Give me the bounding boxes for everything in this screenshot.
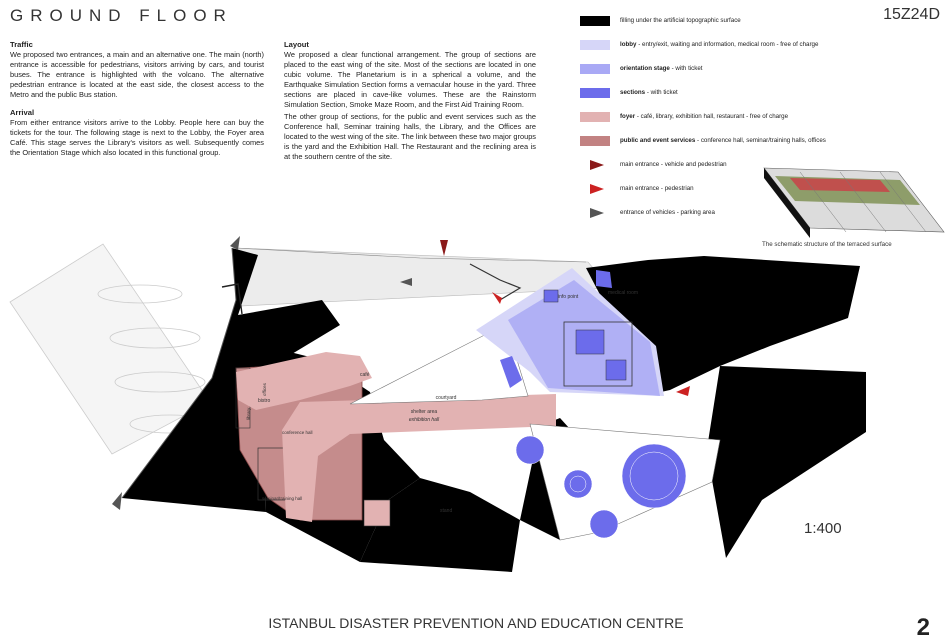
label-shelter: shelter area xyxy=(410,409,438,415)
legend-label: foyer - café, library, exhibition hall, restaurant - free of charge xyxy=(620,113,789,120)
layout-heading: Layout xyxy=(284,40,309,49)
footer-title: ISTANBUL DISASTER PREVENTION AND EDUCATION CENTRE xyxy=(268,615,684,631)
legend-label: main entrance - vehicle and pedestrian xyxy=(620,161,727,168)
legend-label: sections - with ticket xyxy=(620,89,678,96)
label-medical: medical room xyxy=(608,290,639,296)
legend-label: orientation stage - with ticket xyxy=(620,65,703,72)
legend-label: entrance of vehicles - parking area xyxy=(620,209,715,216)
label-exhibition: exhibition hall xyxy=(408,417,440,423)
label-courtyard: courtyard xyxy=(435,395,457,401)
page-number: 2 xyxy=(916,614,930,641)
main-entrance-arrow xyxy=(440,240,448,256)
traffic-body: We proposed two entrances, a main and an alternative one. The main (north) entrance is accessible for pedestrians, visitors arriving by cars, and tourist buses. The entrance is highlighted with the volcano. The alternative pedestrian entrance is located at the east side, the closest access to the Metro and the public Bus station. xyxy=(10,50,264,99)
page-title: GROUND FLOOR xyxy=(10,6,233,25)
arrival-body: From either entrance visitors arrive to the Lobby. People here can buy the tickets for the tour. The following stage is next to the Lobby, the Foyer area Café. This stage serves the Library's visitors as well. Subsequently comes the Orientation Stage which also located in this functional group. xyxy=(10,118,264,157)
east-entrance-arrow xyxy=(676,386,690,396)
layout-body-1: We proposed a clear functional arrangement. The group of sections are placed to the east wing of the site. Most of the sections are located in one cubic volume. The Planetarium is in a spherical a volume, and the Earthquake Simulation Section forms a vernacular house in the yard. Three sections are placed in cave-like volumes. These are the Rainstorm Simulation Section, Smoke Maze Room, and the First Aid Training Room. xyxy=(284,50,536,109)
label-offices: offices xyxy=(262,383,267,396)
legend-label: filling under the artificial topographic surface xyxy=(620,17,741,24)
label-bistro: bistro xyxy=(258,398,271,404)
scale-label: 1:400 xyxy=(804,520,842,537)
label-seminar: seminar/training hall xyxy=(262,496,303,501)
vehicle-entrance-arrow xyxy=(112,492,122,510)
project-code: 15Z24D xyxy=(883,6,940,23)
legend-label: public and event services - conference hall, seminar/training halls, offices xyxy=(620,137,826,144)
label-stand: stand xyxy=(440,508,453,514)
terraced-surface-schematic xyxy=(764,168,944,238)
label-conference: conference hall xyxy=(282,430,313,435)
arrival-heading: Arrival xyxy=(10,108,35,117)
layout-body-2: The other group of sections, for the public and event services such as the Conference hall, Seminar training halls, the Library, and the Offices are located to the west wing of the site. The link between these two major groups is the yard and the Exhibition Hall. The Restaurant and the reclining area is at the southern centre of the site. xyxy=(284,112,536,161)
label-info: info point xyxy=(558,294,579,300)
legend-label: main entrance - pedestrian xyxy=(620,185,694,192)
terrace-caption: The schematic structure of the terraced surface xyxy=(762,241,892,248)
label-cafe: café xyxy=(360,372,370,378)
legend-label: lobby - entry/exit, waiting and information, medical room - free of charge xyxy=(620,41,819,48)
label-library: library xyxy=(246,407,251,420)
pedestrian-entrance-arrow xyxy=(492,292,502,304)
traffic-heading: Traffic xyxy=(10,40,33,49)
